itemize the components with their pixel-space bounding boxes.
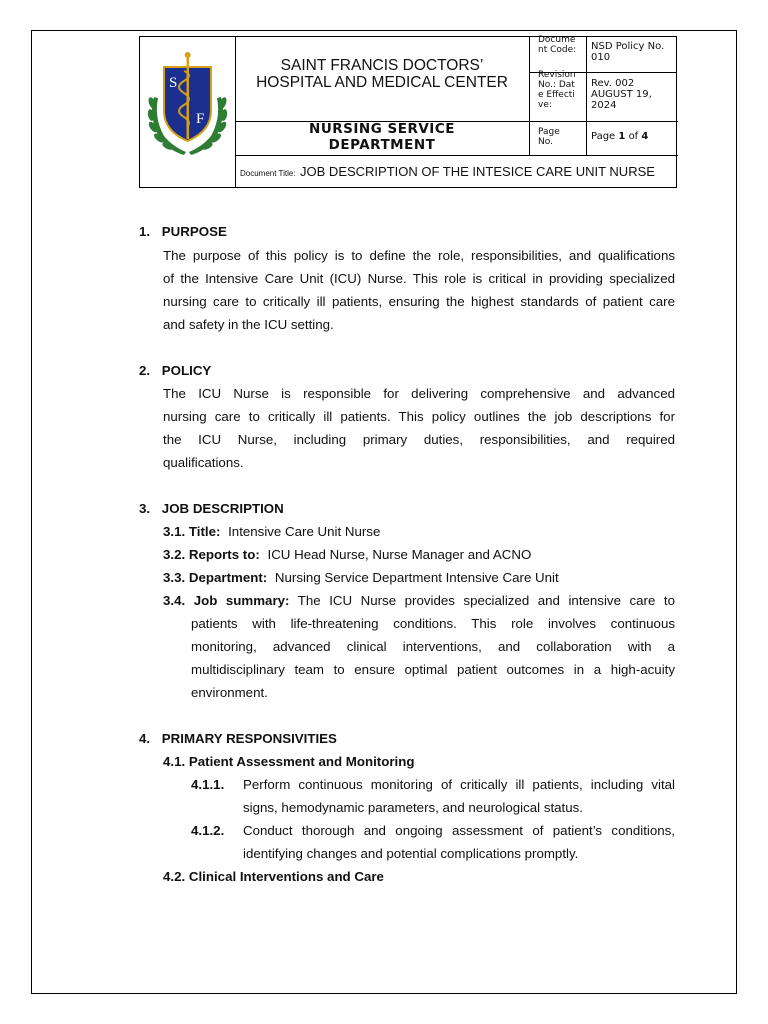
section-4-heading (139, 731, 337, 746)
paragraph-line: The ICU Nurse is responsible for delivering comprehensive and advanced (163, 386, 675, 401)
effective-date-line2: 2024 (591, 100, 617, 111)
revision-label: Revision No.: Date Effective: (538, 70, 576, 110)
item-label: 3.1. Title: (163, 524, 221, 539)
page-total: 4 (641, 131, 649, 142)
document-title-value: JOB DESCRIPTION OF THE INTESICE CARE UNIT NURSE (300, 164, 655, 179)
paragraph-line: of the Intensive Care Unit (ICU) Nurse. This role is critical in providing specialized (163, 271, 675, 286)
hospital-name (236, 57, 528, 91)
section-1-heading (139, 224, 227, 239)
section-title: PRIMARY RESPONSIVITIES (161, 731, 337, 746)
svg-text:F: F (196, 111, 205, 127)
paragraph-line: and safety in the ICU setting. (163, 317, 334, 332)
paragraph-line: monitoring, advanced clinical interventions, and collaboration with a (191, 639, 675, 654)
paragraph-line: nursing care to critically ill patients. This policy outlines the job descriptions for (163, 409, 675, 424)
paragraph-line: Perform continuous monitoring of critically ill patients, including vital (243, 777, 675, 792)
revision-number: Rev. 002 (591, 78, 635, 89)
paragraph-line: nursing care to critically ill patients, ensuring the highest standards of patient care (163, 294, 675, 309)
section-number: 1. (139, 224, 151, 239)
subsection-heading: 4.2. Clinical Interventions and Care (163, 869, 384, 884)
item-label: 3.4. Job summary: (163, 593, 290, 608)
item-text: Intensive Care Unit Nurse (228, 524, 381, 539)
effective-date-line1: AUGUST 19, (591, 89, 652, 100)
department-item (163, 570, 559, 585)
page-label-word: Page (538, 127, 560, 137)
page-of: of (628, 131, 639, 142)
svg-text:S: S (169, 75, 178, 91)
hospital-logo (140, 37, 235, 188)
divider (586, 37, 587, 155)
department-name (236, 121, 528, 153)
section-number: 2. (139, 363, 151, 378)
paragraph-line: qualifications. (163, 455, 244, 470)
section-3-heading (139, 501, 284, 516)
paragraph-line: identifying changes and potential complications promptly. (243, 846, 579, 861)
hospital-name-line1: SAINT FRANCIS DOCTORS’ (280, 57, 484, 74)
divider (529, 37, 530, 155)
reports-to-item (163, 547, 531, 562)
item-number: 4.1.1. (191, 777, 225, 792)
doc-code-label: Document Code: (538, 35, 577, 55)
paragraph-line: Conduct thorough and ongoing assessment of patient’s conditions, (243, 823, 675, 838)
divider (235, 155, 678, 156)
page-no-label (538, 127, 580, 147)
section-title: POLICY (161, 363, 212, 378)
paragraph-line: multidisciplinary team to ensure optimal patient outcomes in a high-acuity (191, 662, 675, 677)
job-summary-item (163, 593, 675, 608)
section-2-heading (139, 363, 211, 378)
page-label-no: No. (538, 137, 553, 147)
job-title-item (163, 524, 380, 539)
page-number (591, 131, 675, 142)
document-title (240, 163, 670, 181)
section-title: JOB DESCRIPTION (161, 501, 284, 516)
paragraph-line: The purpose of this policy is to define the role, responsibilities, and qualifications (163, 248, 675, 263)
paragraph-line: the ICU Nurse, including primary duties, responsibilities, and required (163, 432, 675, 447)
item-number: 4.1.2. (191, 823, 225, 838)
subsection-heading: 4.1. Patient Assessment and Monitoring (163, 754, 415, 769)
section-number: 4. (139, 731, 151, 746)
item-label: 3.3. Department: (163, 570, 268, 585)
page-current: 1 (618, 131, 626, 142)
item-label: 3.2. Reports to: (163, 547, 260, 562)
item-text: The ICU Nurse provides specialized and intensive care to (297, 593, 675, 608)
paragraph-line: signs, hemodynamic parameters, and neurological status. (243, 800, 583, 815)
department-line2: DEPARTMENT (328, 137, 436, 153)
document-header-table (139, 36, 677, 188)
item-text: ICU Head Nurse, Nurse Manager and ACNO (267, 547, 532, 562)
revision-value (591, 78, 675, 111)
paragraph-line: patients with life-threatening conditions. This role involves continuous (191, 616, 675, 631)
paragraph-line: environment. (191, 685, 268, 700)
doc-code-value: NSD Policy No. 010 (591, 41, 665, 63)
department-line1: NURSING SERVICE (309, 121, 455, 137)
document-title-label: Document Title: (240, 169, 296, 178)
section-number: 3. (139, 501, 151, 516)
hospital-name-line2: HOSPITAL AND MEDICAL CENTER (256, 74, 508, 91)
section-title: PURPOSE (161, 224, 227, 239)
page-word: Page (591, 131, 616, 142)
item-text: Nursing Service Department Intensive Care Unit (274, 570, 559, 585)
